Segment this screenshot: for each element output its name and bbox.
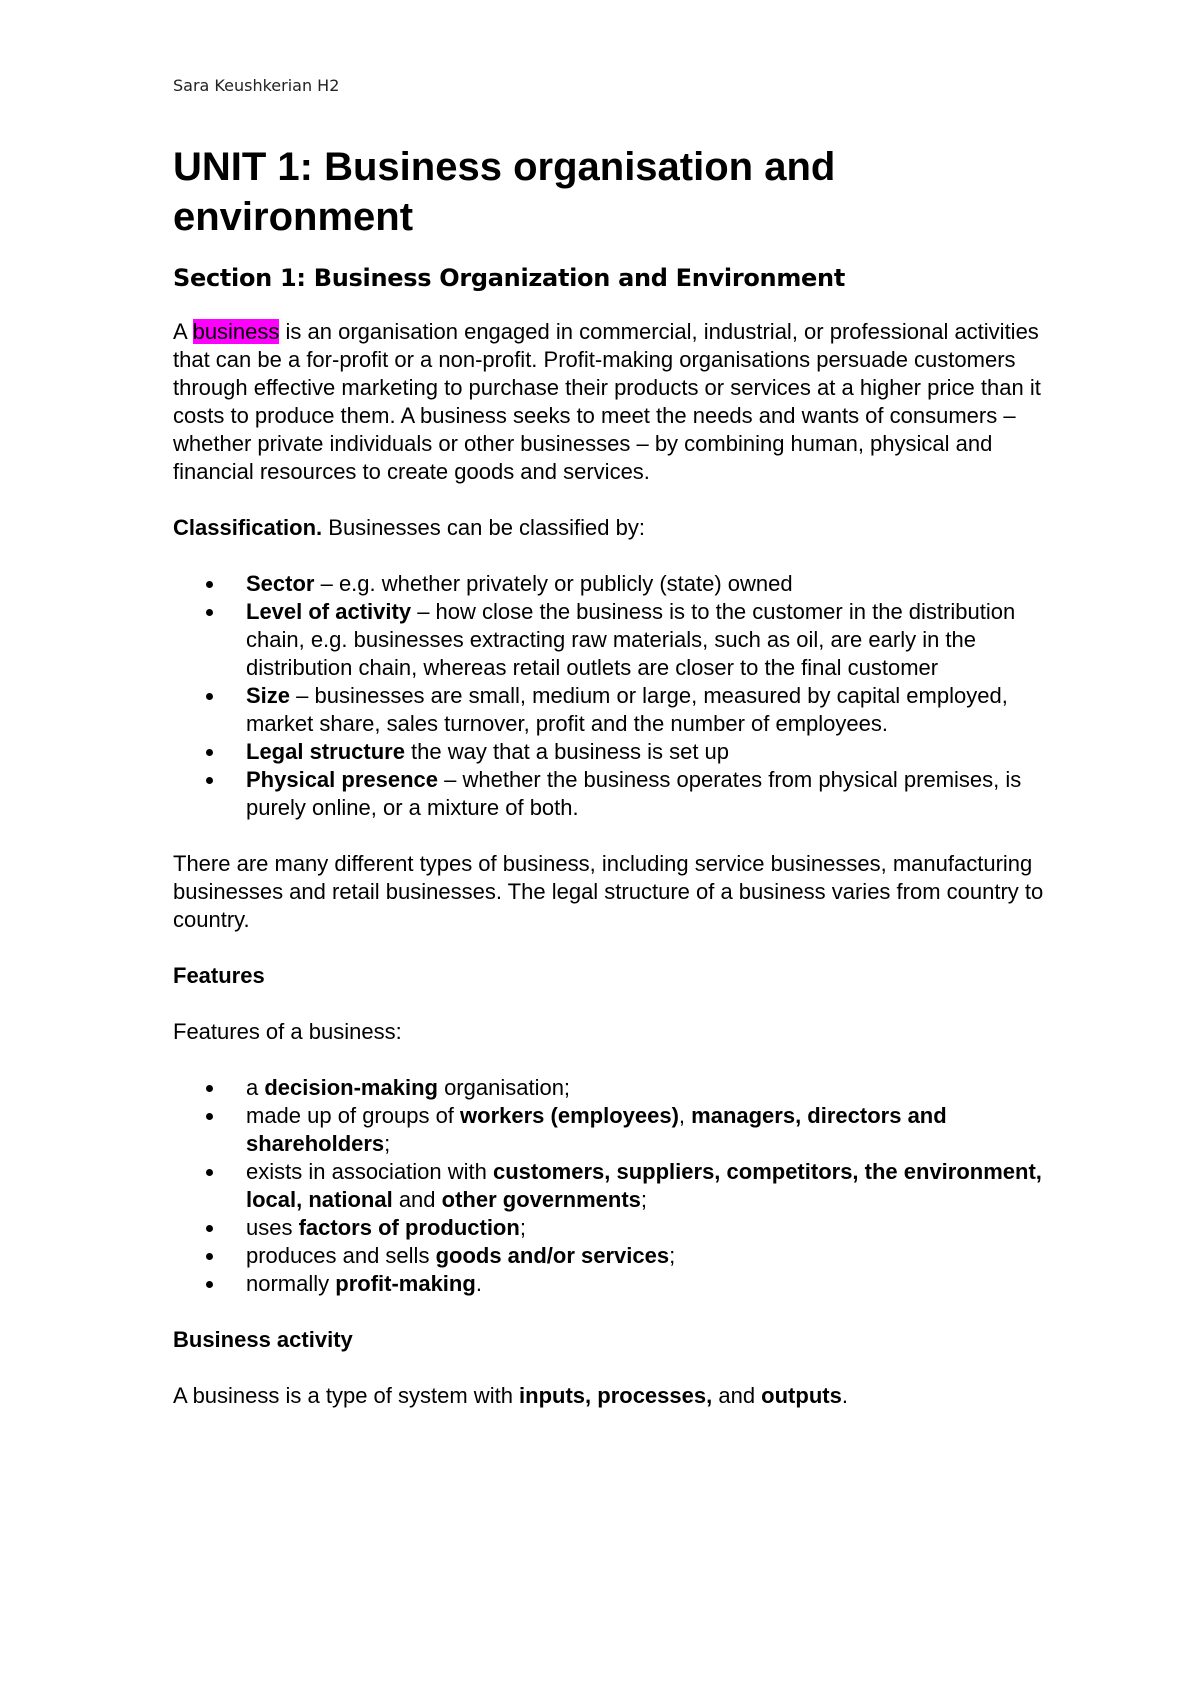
classification-text: Businesses can be classified by: bbox=[322, 515, 645, 540]
list-item bbox=[246, 766, 1053, 822]
paragraph-text: and bbox=[712, 1383, 762, 1408]
list-item-text: uses bbox=[246, 1215, 299, 1240]
list-item-term: decision-making bbox=[264, 1075, 438, 1100]
paragraph-text: . bbox=[841, 1383, 848, 1408]
list-item-text: the way that a business is set up bbox=[404, 739, 730, 764]
document-body bbox=[173, 318, 1053, 1438]
list-item-text: – how close the business is to the customer in the distribution chain, e.g. businesses extracting raw materials, such as oil, are early in the distribution chain, whereas retail outlets are closer to the final customer bbox=[246, 599, 1016, 680]
list-item bbox=[246, 1214, 1053, 1242]
list-item-text: ; bbox=[519, 1215, 526, 1240]
list-item-text: ; bbox=[669, 1243, 676, 1268]
list-item bbox=[246, 1102, 1053, 1158]
classification-list bbox=[173, 570, 1053, 822]
list-item-term: Size bbox=[246, 683, 291, 708]
header-author: Sara Keushkerian H2 bbox=[173, 76, 340, 95]
list-item bbox=[246, 1270, 1053, 1298]
list-item-text: . bbox=[475, 1271, 482, 1296]
list-item-term: factors of production bbox=[298, 1215, 520, 1240]
list-item-text: organisation; bbox=[437, 1075, 571, 1100]
list-item-text: normally bbox=[246, 1271, 336, 1296]
classification-paragraph bbox=[173, 514, 1053, 542]
intro-paragraph bbox=[173, 318, 1053, 486]
list-item-text: exists in association with bbox=[246, 1159, 493, 1184]
paragraph-text: A business is a type of system with bbox=[173, 1383, 520, 1408]
list-item-term: workers (employees) bbox=[460, 1103, 679, 1128]
classification-label: Classification. bbox=[173, 515, 323, 540]
list-item bbox=[246, 1158, 1053, 1214]
list-item-term: goods and/or services bbox=[435, 1243, 670, 1268]
list-item-text: a bbox=[246, 1075, 265, 1100]
highlighted-term: business bbox=[192, 319, 280, 344]
list-item-text: – whether the business operates from physical premises, is purely online, or a mixture of both. bbox=[246, 767, 1022, 820]
list-item-term: profit-making bbox=[335, 1271, 476, 1296]
list-item-term: Physical presence bbox=[246, 767, 439, 792]
list-item-text: and bbox=[392, 1187, 442, 1212]
list-item bbox=[246, 598, 1053, 682]
list-item bbox=[246, 570, 1053, 598]
list-item-term: Level of activity bbox=[246, 599, 412, 624]
list-item bbox=[246, 1074, 1053, 1102]
features-heading: Features bbox=[173, 963, 265, 988]
list-item-text: ; bbox=[640, 1187, 648, 1212]
intro-lead: A bbox=[173, 319, 193, 344]
features-intro: Features of a business: bbox=[173, 1019, 402, 1044]
types-paragraph: There are many different types of business, including service businesses, manufacturing businesses and retail businesses. The legal structure of a business varies from country to country. bbox=[173, 851, 1044, 932]
list-item bbox=[246, 1242, 1053, 1270]
list-item-term: customers, suppliers, competitors, the environment, local, national bbox=[246, 1159, 1042, 1212]
unit-title: UNIT 1: Business organisation and environment bbox=[173, 145, 836, 239]
features-list bbox=[173, 1074, 1053, 1298]
paragraph-term: inputs, processes, bbox=[519, 1383, 713, 1408]
list-item bbox=[246, 682, 1053, 738]
list-item-text: ; bbox=[384, 1131, 391, 1156]
intro-rest: is an organisation engaged in commercial, industrial, or professional activities that can be a for-profit or a non-profit. Profit-making organisations persuade customers through effective marketing to purchase their products or services at a higher price than it costs to produce them. A business seeks to meet the needs and wants of consumers – whether private individuals or other businesses – by combining human, physical and financial resources to create goods and services. bbox=[173, 319, 1041, 484]
list-item-text: produces and sells bbox=[246, 1243, 436, 1268]
list-item-text: , bbox=[678, 1103, 692, 1128]
list-item-term: Legal structure bbox=[246, 739, 405, 764]
list-item-text: – e.g. whether privately or publicly (state) owned bbox=[314, 571, 793, 596]
list-item-term: managers, directors and shareholders bbox=[246, 1103, 947, 1156]
section-title: Section 1: Business Organization and Environment bbox=[173, 264, 845, 292]
list-item-term: other governments bbox=[441, 1187, 641, 1212]
list-item-text: – businesses are small, medium or large, measured by capital employed, market share, sales turnover, profit and the number of employees. bbox=[246, 683, 1008, 736]
business-activity-heading: Business activity bbox=[173, 1327, 353, 1352]
paragraph-term: outputs bbox=[761, 1383, 842, 1408]
business-activity-paragraph bbox=[173, 1382, 1053, 1410]
list-item-text: made up of groups of bbox=[246, 1103, 461, 1128]
list-item bbox=[246, 738, 1053, 766]
list-item-term: Sector bbox=[246, 571, 315, 596]
